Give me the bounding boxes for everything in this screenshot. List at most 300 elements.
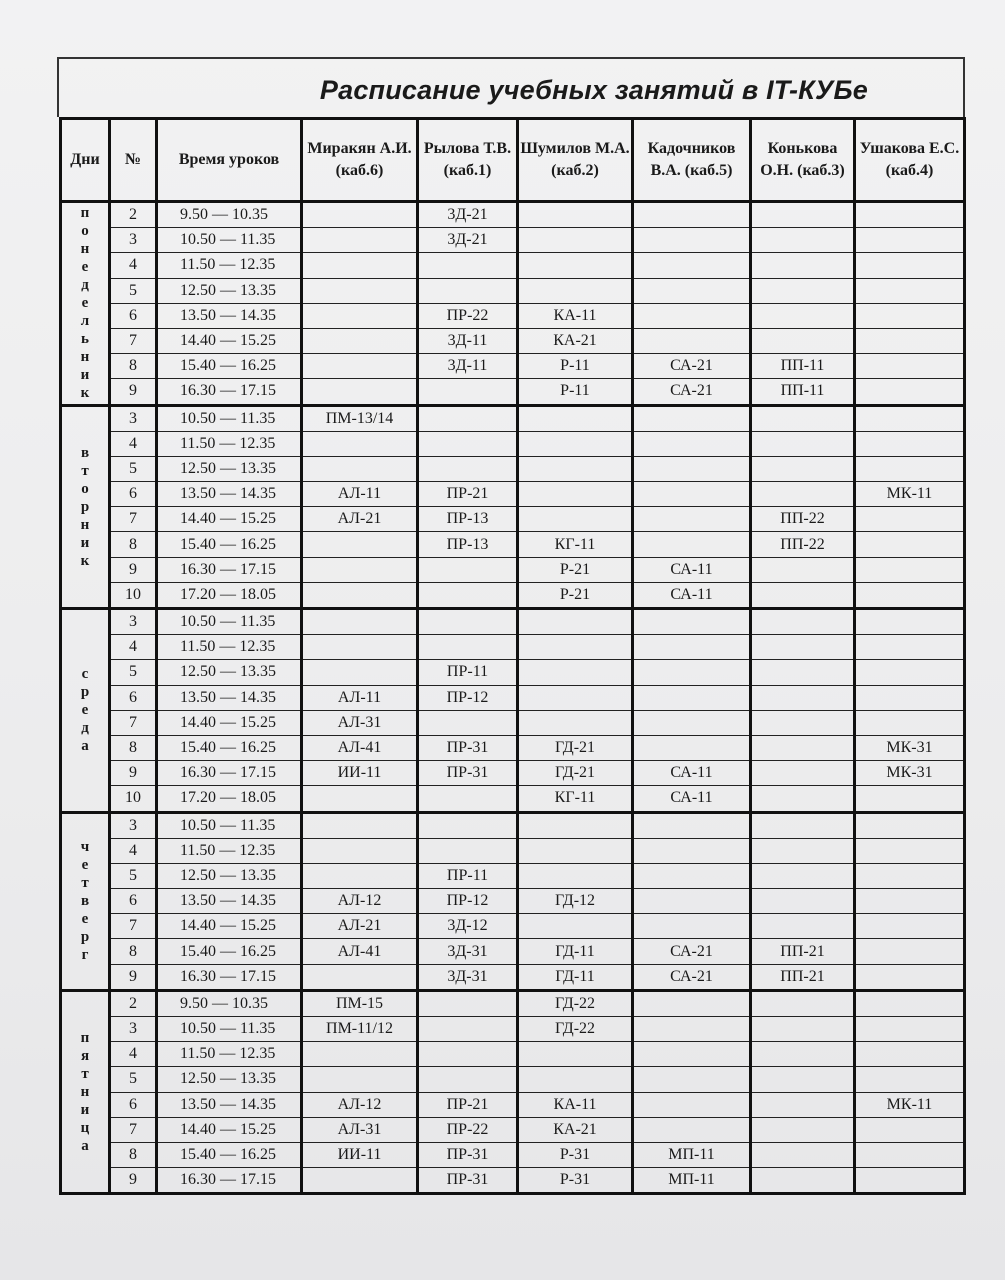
class-cell <box>302 202 418 228</box>
class-cell <box>633 735 751 760</box>
class-cell <box>855 354 965 379</box>
lesson-time: 10.50 — 11.35 <box>157 405 302 431</box>
class-cell: СА-11 <box>633 582 751 608</box>
lesson-time: 12.50 — 13.35 <box>157 278 302 303</box>
class-cell <box>633 303 751 328</box>
class-cell <box>855 990 965 1016</box>
lesson-number: 8 <box>110 1142 157 1167</box>
lesson-number: 7 <box>110 507 157 532</box>
class-cell <box>855 635 965 660</box>
class-cell <box>751 863 855 888</box>
class-cell <box>633 710 751 735</box>
class-cell <box>418 609 518 635</box>
class-cell <box>518 609 633 635</box>
class-cell <box>518 914 633 939</box>
class-cell <box>751 838 855 863</box>
class-cell <box>633 914 751 939</box>
class-cell <box>855 685 965 710</box>
class-cell: ПП-11 <box>751 379 855 405</box>
class-cell <box>855 431 965 456</box>
lesson-time: 12.50 — 13.35 <box>157 660 302 685</box>
class-cell <box>751 761 855 786</box>
class-cell <box>633 532 751 557</box>
table-row <box>61 532 965 557</box>
class-cell: АЛ-21 <box>302 507 418 532</box>
lesson-number: 10 <box>110 582 157 608</box>
lesson-time: 13.50 — 14.35 <box>157 685 302 710</box>
class-cell <box>751 456 855 481</box>
table-row <box>61 838 965 863</box>
class-cell <box>855 939 965 964</box>
lesson-number: 6 <box>110 685 157 710</box>
class-cell <box>302 228 418 253</box>
lesson-time: 11.50 — 12.35 <box>157 253 302 278</box>
lesson-time: 12.50 — 13.35 <box>157 456 302 481</box>
lesson-number: 4 <box>110 635 157 660</box>
lesson-time: 15.40 — 16.25 <box>157 735 302 760</box>
class-cell: ПР-11 <box>418 863 518 888</box>
class-cell <box>751 557 855 582</box>
class-cell: СА-21 <box>633 354 751 379</box>
day-label <box>61 990 110 1194</box>
lesson-time: 10.50 — 11.35 <box>157 228 302 253</box>
class-cell <box>751 303 855 328</box>
class-cell <box>518 635 633 660</box>
class-cell <box>302 278 418 303</box>
class-cell: Р-11 <box>518 379 633 405</box>
class-cell <box>751 914 855 939</box>
class-cell <box>751 1168 855 1194</box>
table-row <box>61 735 965 760</box>
class-cell <box>751 328 855 353</box>
lesson-time: 17.20 — 18.05 <box>157 582 302 608</box>
header-row <box>61 119 965 202</box>
lesson-number: 4 <box>110 838 157 863</box>
class-cell <box>855 863 965 888</box>
lesson-time: 9.50 — 10.35 <box>157 990 302 1016</box>
class-cell: СА-11 <box>633 786 751 812</box>
class-cell <box>855 456 965 481</box>
table-row <box>61 405 965 431</box>
table-row <box>61 660 965 685</box>
class-cell: КГ-11 <box>518 786 633 812</box>
lesson-number: 5 <box>110 1067 157 1092</box>
class-cell <box>855 1017 965 1042</box>
class-cell <box>633 431 751 456</box>
class-cell: Р-21 <box>518 582 633 608</box>
class-cell <box>633 838 751 863</box>
class-cell: КА-11 <box>518 1092 633 1117</box>
lesson-time: 15.40 — 16.25 <box>157 354 302 379</box>
class-cell <box>751 735 855 760</box>
lesson-time: 13.50 — 14.35 <box>157 1092 302 1117</box>
class-cell: СА-11 <box>633 557 751 582</box>
class-cell: 3Д-11 <box>418 354 518 379</box>
class-cell <box>855 379 965 405</box>
table-row <box>61 964 965 990</box>
class-cell <box>633 1092 751 1117</box>
class-cell <box>518 685 633 710</box>
table-row <box>61 354 965 379</box>
class-cell <box>751 786 855 812</box>
class-cell: ПР-11 <box>418 660 518 685</box>
class-cell <box>751 609 855 635</box>
table-row <box>61 1092 965 1117</box>
class-cell <box>751 1042 855 1067</box>
lesson-number: 9 <box>110 964 157 990</box>
class-cell: ПМ-13/14 <box>302 405 418 431</box>
class-cell <box>302 635 418 660</box>
table-row <box>61 863 965 888</box>
class-cell: 3Д-31 <box>418 939 518 964</box>
header-teacher: Конькова О.Н. (каб.3) <box>751 119 855 202</box>
lesson-time: 17.20 — 18.05 <box>157 786 302 812</box>
class-cell <box>855 278 965 303</box>
header-days: Дни <box>61 119 110 202</box>
class-cell: ПП-22 <box>751 507 855 532</box>
class-cell <box>855 1142 965 1167</box>
class-cell <box>418 557 518 582</box>
lesson-time: 16.30 — 17.15 <box>157 964 302 990</box>
class-cell <box>418 812 518 838</box>
table-row <box>61 939 965 964</box>
class-cell <box>633 685 751 710</box>
lesson-number: 9 <box>110 557 157 582</box>
class-cell <box>855 660 965 685</box>
day-name-vertical: ч е т в е р г <box>80 839 90 964</box>
header-teacher: Кадочников В.А. (каб.5) <box>633 119 751 202</box>
class-cell: МП-11 <box>633 1168 751 1194</box>
lesson-time: 11.50 — 12.35 <box>157 431 302 456</box>
lesson-time: 10.50 — 11.35 <box>157 1017 302 1042</box>
table-row <box>61 582 965 608</box>
table-row <box>61 710 965 735</box>
class-cell <box>302 1168 418 1194</box>
day-label <box>61 202 110 406</box>
class-cell <box>751 660 855 685</box>
class-cell: 3Д-31 <box>418 964 518 990</box>
table-row <box>61 786 965 812</box>
table-row <box>61 609 965 635</box>
lesson-time: 11.50 — 12.35 <box>157 838 302 863</box>
class-cell <box>633 609 751 635</box>
class-cell <box>751 482 855 507</box>
lesson-number: 3 <box>110 812 157 838</box>
table-row <box>61 328 965 353</box>
class-cell <box>633 863 751 888</box>
lesson-time: 15.40 — 16.25 <box>157 532 302 557</box>
class-cell <box>751 889 855 914</box>
page-title: Расписание учебных занятий в IT-КУБе <box>319 75 868 105</box>
class-cell: ПП-21 <box>751 939 855 964</box>
lesson-number: 7 <box>110 914 157 939</box>
class-cell <box>633 990 751 1016</box>
table-row <box>61 1168 965 1194</box>
table-row <box>61 228 965 253</box>
class-cell <box>751 431 855 456</box>
lesson-time: 14.40 — 15.25 <box>157 507 302 532</box>
lesson-number: 8 <box>110 735 157 760</box>
class-cell <box>633 660 751 685</box>
class-cell <box>751 1017 855 1042</box>
class-cell <box>302 456 418 481</box>
class-cell <box>855 507 965 532</box>
class-cell <box>855 710 965 735</box>
class-cell: МК-31 <box>855 735 965 760</box>
class-cell: КА-21 <box>518 1117 633 1142</box>
class-cell: ГД-12 <box>518 889 633 914</box>
day-name-vertical: п я т н и ц а <box>80 1030 90 1155</box>
lesson-number: 5 <box>110 456 157 481</box>
class-cell <box>633 812 751 838</box>
table-row <box>61 303 965 328</box>
lesson-number: 9 <box>110 1168 157 1194</box>
class-cell <box>751 202 855 228</box>
class-cell <box>633 482 751 507</box>
class-cell <box>518 228 633 253</box>
lesson-number: 5 <box>110 660 157 685</box>
class-cell <box>855 532 965 557</box>
lesson-time: 11.50 — 12.35 <box>157 635 302 660</box>
class-cell: ПР-22 <box>418 1117 518 1142</box>
class-cell <box>633 202 751 228</box>
day-label <box>61 812 110 990</box>
class-cell <box>302 660 418 685</box>
class-cell <box>751 1117 855 1142</box>
class-cell <box>418 582 518 608</box>
class-cell <box>855 1168 965 1194</box>
class-cell <box>302 379 418 405</box>
class-cell <box>633 1042 751 1067</box>
class-cell <box>418 405 518 431</box>
class-cell <box>518 1042 633 1067</box>
class-cell <box>518 812 633 838</box>
class-cell <box>302 812 418 838</box>
class-cell <box>302 838 418 863</box>
class-cell: КГ-11 <box>518 532 633 557</box>
class-cell <box>302 609 418 635</box>
class-cell <box>418 786 518 812</box>
class-cell: ПП-21 <box>751 964 855 990</box>
class-cell: ИИ-11 <box>302 1142 418 1167</box>
lesson-number: 5 <box>110 278 157 303</box>
lesson-time: 14.40 — 15.25 <box>157 1117 302 1142</box>
class-cell <box>302 863 418 888</box>
lesson-number: 2 <box>110 990 157 1016</box>
class-cell <box>855 889 965 914</box>
day-label <box>61 405 110 609</box>
class-cell: ГД-22 <box>518 1017 633 1042</box>
class-cell <box>633 1117 751 1142</box>
class-cell <box>855 253 965 278</box>
lesson-number: 2 <box>110 202 157 228</box>
class-cell: ИИ-11 <box>302 761 418 786</box>
class-cell <box>518 507 633 532</box>
lesson-number: 9 <box>110 761 157 786</box>
table-row <box>61 1017 965 1042</box>
class-cell: ПП-22 <box>751 532 855 557</box>
class-cell: МК-11 <box>855 482 965 507</box>
class-cell: КА-21 <box>518 328 633 353</box>
table-row <box>61 990 965 1016</box>
class-cell <box>855 914 965 939</box>
table-row <box>61 1142 965 1167</box>
class-cell: ПР-12 <box>418 685 518 710</box>
class-cell: ГД-21 <box>518 761 633 786</box>
class-cell <box>855 609 965 635</box>
class-cell: ГД-22 <box>518 990 633 1016</box>
title-frame <box>57 57 965 117</box>
lesson-number: 3 <box>110 228 157 253</box>
class-cell <box>633 278 751 303</box>
class-cell <box>751 710 855 735</box>
class-cell <box>302 431 418 456</box>
class-cell: ПР-22 <box>418 303 518 328</box>
lesson-number: 6 <box>110 889 157 914</box>
lesson-number: 6 <box>110 303 157 328</box>
table-row <box>61 685 965 710</box>
lesson-number: 7 <box>110 328 157 353</box>
class-cell: 3Д-21 <box>418 228 518 253</box>
class-cell <box>751 582 855 608</box>
class-cell: СА-11 <box>633 761 751 786</box>
lesson-time: 14.40 — 15.25 <box>157 914 302 939</box>
class-cell: АЛ-31 <box>302 710 418 735</box>
class-cell: ПР-13 <box>418 532 518 557</box>
class-cell <box>518 710 633 735</box>
class-cell <box>418 1067 518 1092</box>
class-cell <box>855 328 965 353</box>
class-cell <box>855 964 965 990</box>
class-cell: АЛ-41 <box>302 939 418 964</box>
class-cell: ГД-11 <box>518 964 633 990</box>
lesson-number: 7 <box>110 1117 157 1142</box>
table-row <box>61 557 965 582</box>
class-cell <box>418 1042 518 1067</box>
lesson-time: 15.40 — 16.25 <box>157 1142 302 1167</box>
table-row <box>61 761 965 786</box>
table-row <box>61 1042 965 1067</box>
class-cell <box>302 1042 418 1067</box>
lesson-time: 12.50 — 13.35 <box>157 863 302 888</box>
class-cell <box>855 228 965 253</box>
class-cell <box>302 557 418 582</box>
class-cell: ПР-31 <box>418 1142 518 1167</box>
class-cell: МК-11 <box>855 1092 965 1117</box>
class-cell <box>633 328 751 353</box>
lesson-time: 9.50 — 10.35 <box>157 202 302 228</box>
class-cell <box>751 405 855 431</box>
class-cell <box>855 786 965 812</box>
class-cell <box>751 228 855 253</box>
table-row <box>61 482 965 507</box>
table-row <box>61 431 965 456</box>
class-cell <box>855 812 965 838</box>
class-cell <box>855 1042 965 1067</box>
class-cell <box>855 1117 965 1142</box>
class-cell <box>518 838 633 863</box>
class-cell: ПР-31 <box>418 1168 518 1194</box>
class-cell: АЛ-11 <box>302 685 418 710</box>
lesson-time: 16.30 — 17.15 <box>157 557 302 582</box>
lesson-time: 16.30 — 17.15 <box>157 761 302 786</box>
class-cell: ПМ-11/12 <box>302 1017 418 1042</box>
class-cell <box>418 838 518 863</box>
class-cell: АЛ-12 <box>302 1092 418 1117</box>
class-cell <box>633 228 751 253</box>
class-cell: КА-11 <box>518 303 633 328</box>
lesson-number: 5 <box>110 863 157 888</box>
class-cell <box>302 253 418 278</box>
lesson-number: 8 <box>110 939 157 964</box>
class-cell <box>518 431 633 456</box>
class-cell <box>633 507 751 532</box>
table-row <box>61 202 965 228</box>
lesson-time: 16.30 — 17.15 <box>157 1168 302 1194</box>
lesson-time: 15.40 — 16.25 <box>157 939 302 964</box>
class-cell: ГД-21 <box>518 735 633 760</box>
day-name-vertical: п о н е д е л ь н и к <box>80 205 90 402</box>
table-row <box>61 635 965 660</box>
class-cell <box>633 1067 751 1092</box>
table-row <box>61 379 965 405</box>
class-cell <box>302 582 418 608</box>
day-name-vertical: в т о р н и к <box>80 444 90 569</box>
class-cell <box>302 964 418 990</box>
class-cell <box>751 990 855 1016</box>
class-cell <box>418 431 518 456</box>
class-cell: ПР-13 <box>418 507 518 532</box>
lesson-number: 3 <box>110 609 157 635</box>
lesson-time: 14.40 — 15.25 <box>157 710 302 735</box>
table-row <box>61 914 965 939</box>
lesson-number: 4 <box>110 431 157 456</box>
class-cell <box>302 532 418 557</box>
table-row <box>61 278 965 303</box>
class-cell: ПР-12 <box>418 889 518 914</box>
class-cell <box>751 278 855 303</box>
class-cell <box>751 685 855 710</box>
lesson-number: 9 <box>110 379 157 405</box>
lesson-time: 13.50 — 14.35 <box>157 889 302 914</box>
class-cell <box>518 660 633 685</box>
class-cell <box>751 253 855 278</box>
class-cell <box>855 838 965 863</box>
header-time: Время уроков <box>157 119 302 202</box>
class-cell: Р-31 <box>518 1142 633 1167</box>
table-row <box>61 812 965 838</box>
day-label <box>61 609 110 813</box>
class-cell <box>633 253 751 278</box>
class-cell <box>418 253 518 278</box>
table-row <box>61 889 965 914</box>
table-row <box>61 1067 965 1092</box>
lesson-time: 10.50 — 11.35 <box>157 609 302 635</box>
class-cell <box>302 303 418 328</box>
table-row <box>61 456 965 481</box>
class-cell: МП-11 <box>633 1142 751 1167</box>
class-cell: 3Д-11 <box>418 328 518 353</box>
class-cell <box>418 456 518 481</box>
class-cell: ПР-21 <box>418 1092 518 1117</box>
lesson-time: 14.40 — 15.25 <box>157 328 302 353</box>
lesson-number: 7 <box>110 710 157 735</box>
table-row <box>61 1117 965 1142</box>
class-cell <box>855 303 965 328</box>
class-cell <box>751 812 855 838</box>
lesson-time: 13.50 — 14.35 <box>157 482 302 507</box>
lesson-number: 4 <box>110 253 157 278</box>
